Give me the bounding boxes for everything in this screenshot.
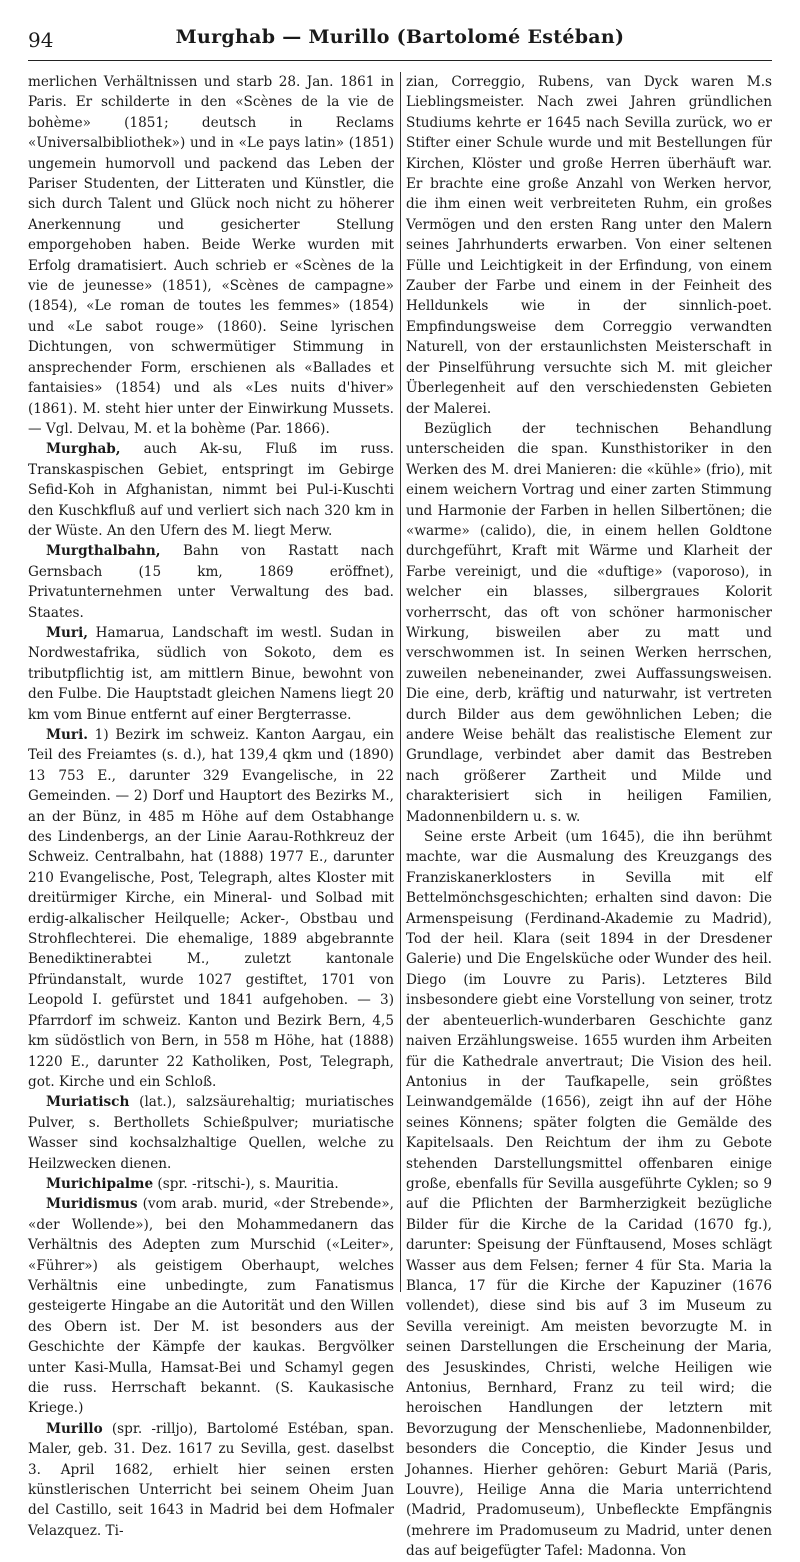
entry-headword: Muri, <box>46 624 88 641</box>
entry-paragraph: Muridismus (vom arab. murid, «der Strebende», «der Wollende»), bei den Mohammedanern das Verhältnis des Adepten zum Murschid («Leiter», «Führer») als geistigem Oberhaupt, welches Verhältnis eine unbedingte, zum Fanatismus gesteigerte Hingabe an die Autorität und den Willen des Obern ist. Der M. ist besonders aus der Geschichte der Kämpfe der kaukas. Bergvölker unter Kasi-Mulla, Hamsat-Bei und Schamyl gegen die russ. Herrschaft bekannt. (S. Kaukasische Kriege.) <box>28 1196 394 1417</box>
right-column <box>406 72 772 1560</box>
entry-paragraph: Muriatisch (lat.), salzsäurehaltig; muriatisches Pulver, s. Berthollets Schießpulver; muriatische Wasser sind kochsalzhaltige Quellen, welche zu Heilzwecken dienen. <box>28 1094 394 1172</box>
page-header <box>28 22 772 56</box>
entry-paragraph: merlichen Verhältnissen und starb 28. Jan. 1861 in Paris. Er schilderte in den «Scènes de la vie de bohème» (1851; deutsch in Reclams «Universalbibliothek») und in «Le pays latin» (1851) ungemein humorvoll und packend das Leben der Pariser Studenten, der Litteraten und Künstler, die sich durch Talent und Glück noch nicht zu höherer Anerkennung und gesicherter Stellung emporgehoben haben. Beide Werke wurden mit Erfolg dramatisiert. Auch schrieb er «Scènes de la vie de jeunesse» (1851), «Scènes de campagne» (1854), «Le roman de toutes les femmes» (1854) und «Le sabot rouge» (1860). Seine lyrischen Dichtungen, von schwermütiger Stimmung in ansprechender Form, erschienen als «Ballades et fantaisies» (1854) und als «Les nuits d'hiver» (1861). M. steht hier unter der Einwirkung Mussets. — Vgl. Delvau, M. et la bohème (Par. 1866). <box>28 74 394 437</box>
running-head: Murghab — Murillo (Bartolomé Estéban) <box>175 26 625 48</box>
entry-headword: Murillo <box>46 1420 103 1437</box>
entry-paragraph: Muri. 1) Bezirk im schweiz. Kanton Aargau, ein Teil des Freiamtes (s. d.), hat 139,4 qkm und (1890) 13 753 E., darunter 329 Evangelische, in 22 Gemeinden. — 2) Dorf und Hauptort des Bezirks M., an der Bünz, in 485 m Höhe auf dem Ostabhange des Lindenbergs, an der Linie Aarau-Rothkreuz der Schweiz. Centralbahn, hat (1888) 1977 E., darunter 210 Evangelische, Post, Telegraph, altes Kloster mit dreitürmiger Kirche, ein Mineral- und Solbad mit erdig-alkalischer Heilquelle; Acker-, Obstbau und Strohflechterei. Die ehemalige, 1889 abgebrannte Benediktinerabtei M., zuletzt kantonale Pfründanstalt, wurde 1027 gestiftet, 1701 von Leopold I. gefürstet und 1841 aufgehoben. — 3) Pfarrdorf im schweiz. Kanton und Bezirk Bern, 4,5 km südöstlich von Bern, in 558 m Höhe, hat (1888) 1220 E., darunter 22 Katholiken, Post, Telegraph, got. Kirche und ein Schloß. <box>28 727 394 1090</box>
entry-paragraph: Murichipalme (spr. -ritschi-), s. Mauritia. <box>46 1175 339 1192</box>
page-number: 94 <box>28 28 54 52</box>
entry-paragraph: Murghab, auch Ak-su, Fluß im russ. Transkaspischen Gebiet, entspringt im Gebirge Sefid-Koh in Afghanistan, nimmt bei Pul-i-Kuschti den Kuschkfluß auf und verliert sich nach 320 km in der Wüste. An den Ufern des M. liegt Merw. <box>28 441 394 539</box>
entry-headword: Murichipalme <box>46 1175 154 1192</box>
entry-headword: Murghab, <box>46 441 121 458</box>
entry-paragraph: Seine erste Arbeit (um 1645), die ihn berühmt machte, war die Ausmalung des Kreuzgangs des Franziskanerklosters in Sevilla mit elf Bettelmönchsgeschichten; erhalten sind davon: Die Armenspeisung (Ferdinand-Akademie zu Madrid), Tod der heil. Klara (seit 1894 in der Dresdener Galerie) und Die Engelsküche oder Wunder des heil. Diego (im Louvre zu Paris). Letzteres Bild insbesondere giebt eine Vorstellung von seiner, trotz der abenteuerlich-wunderbaren Geschichte ganz naiven Erzählungsweise. 1655 wurden ihm Arbeiten für die Kathedrale anvertraut; Die Vision des heil. Antonius in der Taufkapelle, sein größtes Leinwandgemälde (1656), zeigt ihn auf der Höhe seines Könnens; später folgten die Gemälde des Kapitelsaals. Den Reichtum der ihm zu Gebote stehenden Darstellungsmittel offenbaren einige große, ebenfalls für Sevilla ausgeführte Cyklen; so 9 auf die Pflichten der Barmherzigkeit bezügliche Bilder für die Kirche de la Caridad (1670 fg.), darunter: Speisung der Fünftausend, Moses schlägt Wasser aus dem Felsen; ferner 4 für Sta. Maria la Blanca, 17 für die Kirche der Kapuziner (1676 vollendet), diese sind bis auf 3 im Museum zu Sevilla vereinigt. Am meisten bevorzugte M. in seinen Darstellungen die Erscheinung der Maria, des Jesuskindes, Christi, welche Heiligen wie Antonius, Bernhard, Franz zu teil wird; die heroischen Handlungen der letztern mit Bevorzugung der Menschenliebe, Madonnenbilder, besonders die Conceptio, die Kinder Jesus und Johannes. Hierher gehören: Geburt Mariä (Paris, Louvre), Heilige Anna die Maria unterrichtend (Madrid, Pradomuseum), Unbefleckte Empfängnis (mehrere im Pradomuseum zu Madrid, unter denen das auf beigefügter Tafel: Madonna. Von <box>406 829 772 1560</box>
header-rule <box>28 60 772 61</box>
column-divider <box>400 72 401 1292</box>
entry-paragraph: Murgthalbahn, Bahn von Rastatt nach Gernsbach (15 km, 1869 eröffnet), Privatunternehmen unter Verwaltung des bad. Staates. <box>28 543 394 621</box>
entry-headword: Muridismus <box>46 1196 138 1213</box>
entry-headword: Muriatisch <box>46 1094 130 1111</box>
entry-paragraph: zian, Correggio, Rubens, van Dyck waren M.s Lieblingsmeister. Nach zwei Jahren gründlichen Studiums kehrte er 1645 nach Sevilla zurück, wo er Stifter einer Schule wurde und mit Bestellungen für Kirchen, Klöster und große Herren überhäuft war. Er brachte eine große Anzahl von Werken hervor, die ihm einen weit verbreiteten Ruhm, ein großes Vermögen und den ersten Rang unter den Malern seines Jahrhunderts erwarben. Von einer seltenen Fülle und Leichtigkeit in der Erfindung, von einem Zauber der Farbe und einem in der Feinheit des Helldunkels wie in der sinnlich-poet. Empfindungsweise dem Correggio verwandten Naturell, von der erstaunlichsten Meisterschaft in der Pinselführung versuchte sich M. mit gleicher Überlegenheit auf den verschiedensten Gebieten der Malerei. <box>406 74 772 417</box>
entry-headword: Muri. <box>46 727 88 743</box>
left-column <box>28 72 394 1539</box>
entry-paragraph: Murillo (spr. -rilljo), Bartolomé Estéban, span. Maler, geb. 31. Dez. 1617 zu Sevilla, gest. daselbst 3. April 1682, erhielt hier seinen ersten künstlerischen Unterricht bei seinem Oheim Juan del Castillo, seit 1643 in Madrid bei dem Hofmaler Velazquez. Ti- <box>28 1420 394 1539</box>
entry-headword: Murgthalbahn, <box>46 543 161 560</box>
entry-paragraph: Bezüglich der technischen Behandlung unterscheiden die span. Kunsthistoriker in den Werken des M. drei Manieren: die «kühle» (frio), mit einem weichern Vortrag und einer zarten Stimmung und Harmonie der Farben in hellen Silbertönen; die «warme» (calido), die, in einem hellen Goldtone durchgeführt, Kraft mit Wärme und Klarheit der Farbe vereinigt, und die «duftige» (vaporoso), in welcher ein blasses, silbergraues Kolorit vorherrscht, das oft von schöner harmonischer Wirkung, bisweilen aber zu matt und verschwommen ist. In seinen Werken herrschen, zuweilen nebeneinander, zwei Auffassungsweisen. Die eine, derb, kräftig und naturwahr, ist vertreten durch Bilder aus dem gewöhnlichen Leben; die andere Weise behält das realistische Element zur Grundlage, verbindet aber damit das Bestreben nach größerer Zartheit und Milde und charakterisiert sich in heiligen Familien, Madonnenbildern u. s. w. <box>406 420 772 825</box>
entry-paragraph: Muri, Hamarua, Landschaft im westl. Sudan in Nordwestafrika, südlich von Sokoto, dem es tributpflichtig ist, am mittlern Binue, bewohnt von den Fulbe. Die Hauptstadt gleichen Namens liegt 20 km vom Binue entfernt auf einer Bergterrasse. <box>28 624 394 723</box>
